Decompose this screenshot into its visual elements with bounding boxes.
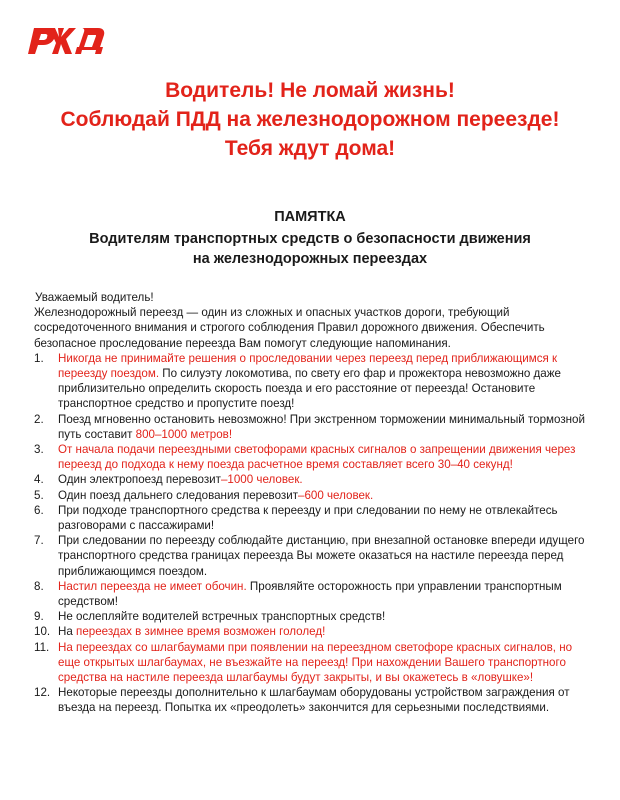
slogan-line-3: Тебя ждут дома! [224, 137, 396, 160]
memo-subtitle [0, 229, 620, 269]
item-text: При следовании по переезду соблюдайте дистанцию, при внезапной остановке впереди идущего транспортного средства границах переезда Вы можете оказаться на настиле переезда перед приближающимся поездом. [58, 534, 585, 578]
item-highlight: 800–1000 метров! [135, 427, 233, 441]
item-text: При подходе транспортного средства к переезду и при следовании по нему не отвлекайтесь разговорами с пассажирами! [58, 503, 558, 533]
item-text: Один поезд дальнего следования перевозит [58, 488, 298, 502]
item-number: 11. [34, 640, 50, 654]
subtitle-line-2: на железнодорожных переездах [192, 251, 428, 267]
item-text: Один электропоезд перевозит [58, 473, 221, 487]
list-item [34, 685, 590, 715]
list-item [34, 442, 590, 472]
list-item [34, 640, 590, 686]
slogan-line-1: Водитель! Не ломай жизнь! [165, 79, 455, 102]
slogan [0, 76, 620, 163]
list-item [34, 503, 590, 533]
item-number: 5. [34, 488, 44, 502]
item-text: Не ослепляйте водителей встречных транспортных средств! [58, 610, 386, 624]
item-warning: На переездах со шлагбаумами при появлении на переездном светофоре красных сигналов, но еще открытых шлагбаумах, не въезжайте на переезд! При нахождении Вашего транспортного средства на настиле переезда шлагбаумы будут закрыты, и вы окажетесь в «ловушке»! [58, 640, 573, 685]
item-highlight: –600 человек. [298, 488, 374, 502]
item-warning: Настил переезда не имеет обочин. [58, 579, 247, 593]
item-text: Проявляйте осторожность при управлении транспортным средством! [58, 579, 562, 609]
list-item [34, 579, 590, 609]
item-text: Поезд мгновенно остановить невозможно! При экстренном торможении минимальный тормозной путь составит [58, 412, 585, 441]
list-item [34, 533, 590, 579]
slogan-line-2: Соблюдай ПДД на железнодорожном переезде! [60, 108, 560, 131]
rzd-logo-icon [28, 22, 108, 56]
item-number: 10. [34, 625, 51, 639]
item-number: 12. [34, 686, 51, 700]
list-item [34, 609, 590, 624]
list-item [34, 472, 590, 487]
item-number: 1. [34, 351, 44, 365]
item-warning: Никогда не принимайте решения о проследовании через переезд перед приближающимся к переезду поездом. [58, 351, 558, 381]
rzd-logo [28, 22, 108, 56]
item-number: 3. [34, 443, 44, 457]
list-item [34, 351, 590, 412]
item-highlight: –1000 человек. [220, 473, 303, 487]
item-number: 8. [34, 579, 44, 593]
item-warning: От начала подачи переездными светофорами красных сигналов о запрещении движения через переезд до подхода к нему поезда расчетное время составляет всего 30–40 секунд! [58, 443, 576, 472]
memo-body [34, 290, 590, 716]
list-item [34, 412, 590, 442]
item-number: 9. [34, 610, 44, 624]
reminder-list [34, 351, 590, 716]
list-item [34, 488, 590, 503]
item-text: На [58, 625, 73, 639]
list-item [34, 624, 590, 639]
item-highlight: переездах в зимнее время возможен гололед! [72, 625, 326, 639]
item-number: 4. [34, 473, 44, 487]
item-number: 7. [34, 534, 44, 548]
item-number: 6. [34, 503, 44, 517]
greeting: Уважаемый водитель! [35, 291, 154, 304]
subtitle-line-1: Водителям транспортных средств о безопасности движения [89, 231, 531, 247]
memo-title: ПАМЯТКА [274, 209, 346, 225]
item-text: По силуэту локомотива, по свету его фар и прожектора невозможно даже приблизительно определить скорость поезда и его расстояние от переезда! Остановите транспортное средство и пропустите поезд! [58, 367, 561, 411]
intro-paragraph: Железнодорожный переезд — один из сложных и опасных участков дороги, требующий сосредоточенного внимания и строгого соблюдения Правил дорожного движения. Обеспечить безопасное проследование переезда Вам помогут следующие напоминания. [34, 306, 545, 350]
item-text: Некоторые переезды дополнительно к шлагбаумам оборудованы устройством заграждения от въезда на переезд. Попытка их «преодолеть» закончится для серьезными последствиями. [58, 686, 570, 715]
item-number: 2. [34, 412, 44, 426]
